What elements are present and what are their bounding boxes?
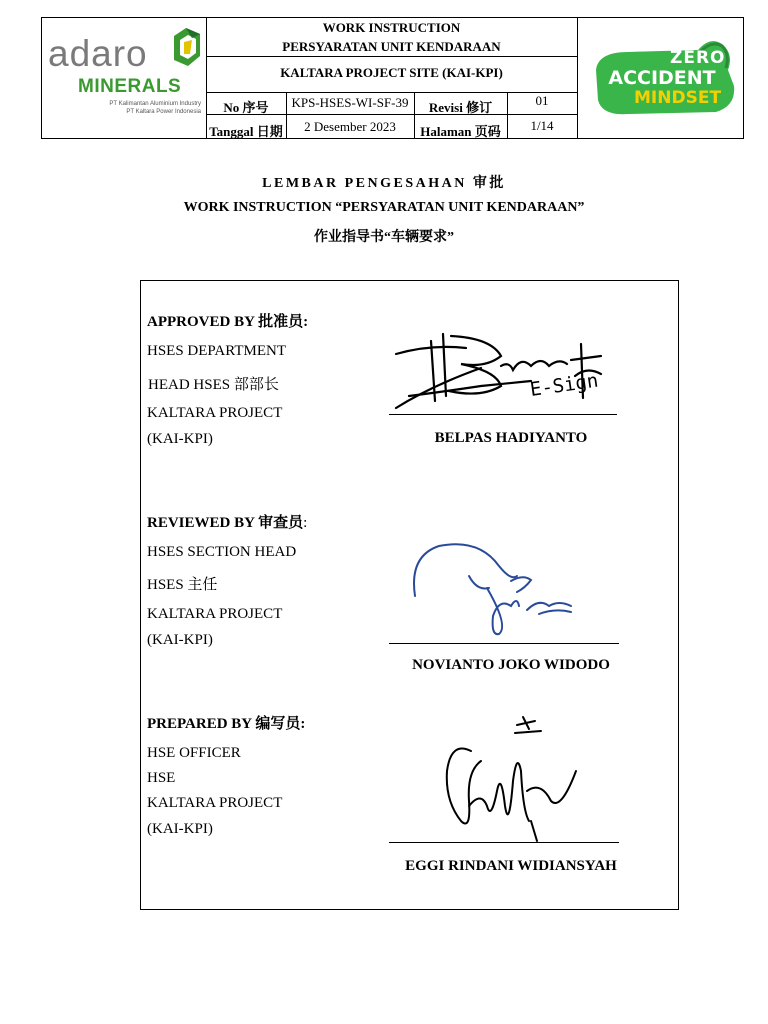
prepared-heading: PREPARED BY 编写员: [147, 716, 306, 732]
approved-project: KALTARA PROJECT [147, 405, 283, 421]
esign-label: E-Sign [528, 369, 600, 401]
approved-signature [391, 326, 611, 421]
approved-role: HEAD HSES 部部长 [148, 377, 279, 393]
reviewed-signature [399, 536, 589, 641]
approval-sheet-title: LEMBAR PENGESAHAN 审批 [262, 176, 506, 191]
doc-title: PERSYARATAN UNIT KENDARAAN [282, 39, 501, 54]
halaman-label: Halaman 页码 [420, 124, 501, 139]
logo-subsidiary-1: PT Kalimantan Aluminium Industry [109, 101, 201, 107]
reviewed-heading [147, 511, 307, 532]
logo-brand-text: adaro [48, 33, 148, 74]
adaro-minerals-logo [42, 18, 207, 138]
no-label: No 序号 [223, 100, 269, 115]
doc-type: WORK INSTRUCTION [322, 20, 461, 35]
zero-accident-logo [577, 18, 744, 138]
prepared-project: KALTARA PROJECT [147, 795, 283, 811]
prepared-name: EGGI RINDANI WIDIANSYAH [405, 858, 617, 874]
work-instruction-title-cn: 作业指导书“车辆要求” [314, 230, 454, 245]
approved-name: BELPAS HADIYANTO [434, 430, 588, 446]
revisi-value: 01 [535, 93, 549, 108]
za-brand: adaro [646, 37, 678, 50]
reviewed-project: KALTARA PROJECT [147, 606, 283, 622]
tanggal-value: 2 Desember 2023 [304, 119, 396, 134]
document-header [41, 17, 744, 139]
reviewed-heading-text: REVIEWED BY 审查员 [147, 515, 304, 531]
prepared-dept: HSE OFFICER [147, 745, 241, 761]
za-line1: ZERO [670, 48, 726, 68]
work-instruction-title: WORK INSTRUCTION “PERSYARATAN UNIT KENDARAAN” [183, 200, 585, 215]
reviewed-heading-colon: : [303, 515, 308, 531]
project-site: KALTARA PROJECT SITE (KAI-KPI) [280, 65, 503, 80]
za-line3: MINDSET [634, 88, 722, 108]
approved-dept: HSES DEPARTMENT [147, 343, 286, 359]
reviewed-name: NOVIANTO JOKO WIDODO [412, 657, 610, 673]
reviewed-dept: HSES SECTION HEAD [147, 544, 297, 560]
prepared-signature [431, 711, 591, 846]
halaman-value: 1/14 [530, 118, 554, 133]
reviewed-site: (KAI-KPI) [147, 632, 213, 648]
no-value: KPS-HSES-WI-SF-39 [291, 95, 409, 110]
tanggal-label: Tanggal 日期 [209, 124, 283, 139]
prepared-role: HSE [147, 770, 176, 786]
approval-box [140, 280, 679, 910]
adaro-leaf-icon [170, 26, 202, 74]
logo-subsidiary-2: PT Kaltara Power Indonesia [126, 109, 201, 115]
header-info-block [206, 18, 577, 138]
revisi-label: Revisi 修订 [428, 100, 493, 115]
logo-division-text: MINERALS [78, 76, 182, 97]
za-line2: ACCIDENT [608, 67, 716, 89]
prepared-site: (KAI-KPI) [147, 821, 213, 837]
approved-site: (KAI-KPI) [147, 431, 213, 447]
reviewed-role: HSES 主任 [147, 577, 218, 593]
approved-heading: APPROVED BY 批准员: [147, 314, 309, 330]
